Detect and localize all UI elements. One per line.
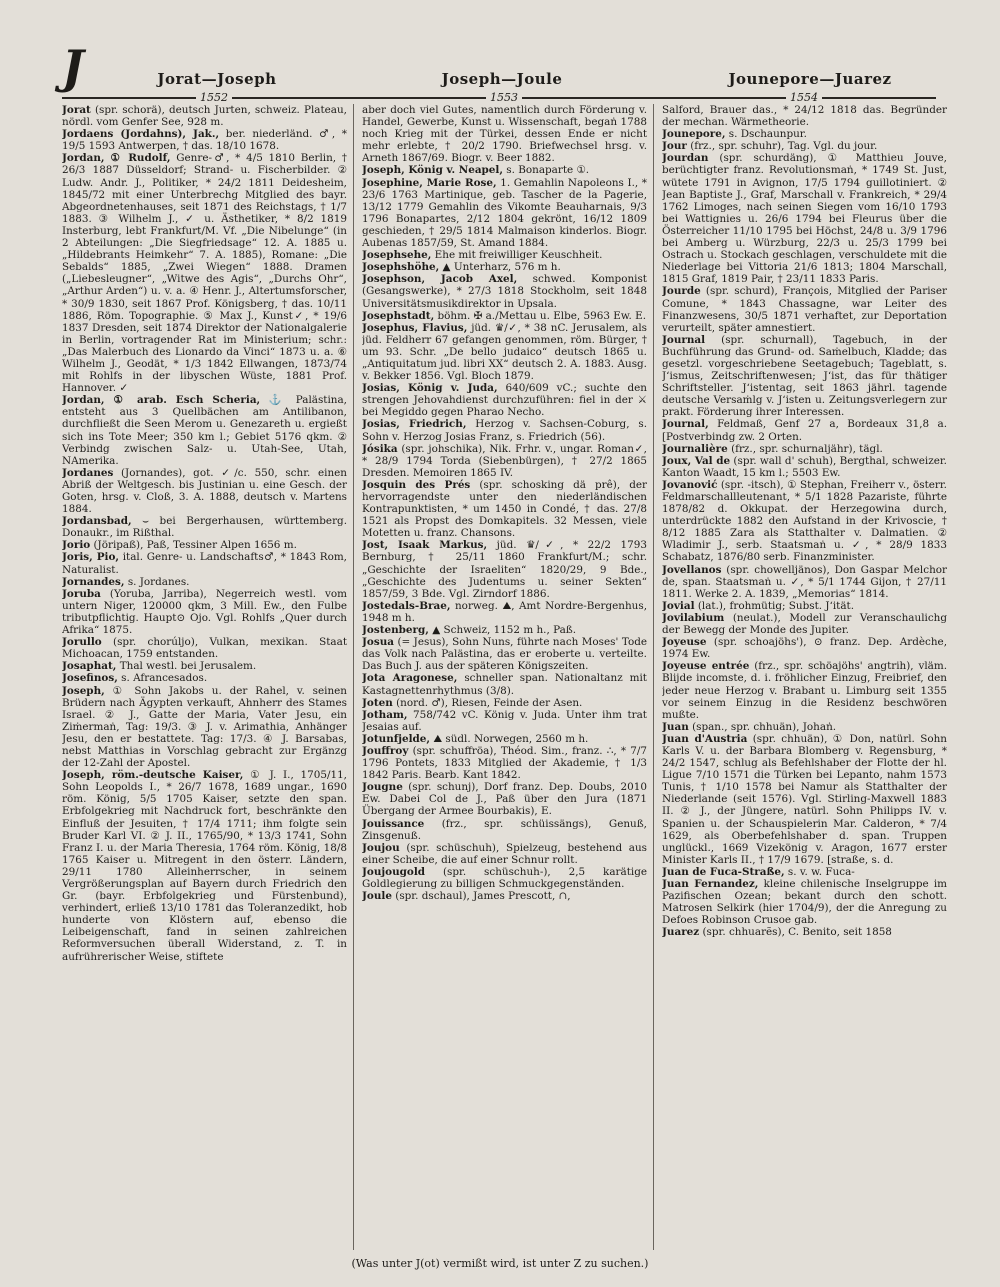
dictionary-entry [662, 866, 947, 878]
entry-text: schwed. Komponist (Gesangswerke), * 27/3 1818 Stockholm, seit 1848 Universitätsmusikdirektor in Upsala. [362, 273, 647, 310]
dictionary-entry [62, 104, 347, 128]
dictionary-entry [362, 310, 647, 322]
entry-text: aber doch viel Gutes, namentlich durch Förderung v. Handel, Gewerbe, Kunst u. Wissenschaft, begaṅ 1788 noch Krieg mit der Türkei, dessen Ende er nicht mehr erlebte, † 20/2 1790. Briefwechsel hrsg. v. Arneth 1867/69. Biogr. v. Beer 1882. [362, 104, 647, 165]
dictionary-entry [362, 745, 647, 781]
dictionary-entry [362, 709, 647, 733]
dictionary-entry [662, 564, 947, 600]
entry-headword: Juan Fernandez, [662, 878, 759, 890]
entry-headword: Josias, Friedrich, [362, 418, 467, 431]
dictionary-entry [62, 152, 347, 394]
entry-text: (Jornandes), got. ✓/c. 550, schr. einen Abriß der Weltgesch. bis Justinian u. eine Gesch. der Goten, hrsg. v. Cloß, 3. A. 1888, deutsch v. Martens 1884. [62, 466, 347, 516]
entry-text: Genre-♂, * 4/5 1810 Berlin, † 26/3 1887 Düsseldorf; Strand- u. Fischerbilder. ② Ludw. Andr. J., Politiker, * 24/2 1811 Deidesheim, 1845/72 mit einer Unterbrechg Mitglied des bayr. Abgeordnetenhauses, seit 1871 des Reichstags, † 1/7 1883. ③ Wilhelm J., ✓ u. Ästhetiker, * 8/2 1819 Insterburg, lebt Frankfurt/M. Vf. „Die Nibelunge“ (in 2 Abteilungen: „Die Siegfriedsage“ 12. A. 1885 u. „Hildebrants Heimkehr“ 7. A. 1885), Romane: „Die Sebalds“ 1885, „Zwei Wiegen“ 1888. Dramen („Liebesleugner“, „Witwe des Agis“, „Durchs Ohr“, „Arthur Arden“) u. v. a. ④ Henr. J., Altertumsforscher, * 30/9 1830, seit 1867 Prof. Königsberg, † das. 10/11 1886, Röm. Topographie. ⑤ Max J., Kunst✓, * 19/6 1837 Dresden, seit 1874 Direktor der Nationalgalerie in Berlin, vortragender Rat im Ministerium; schr.: „Das Malerbuch des Lionardo da Vinci“ 1873 u. a. ⑥ Wilhelm J., Geodät, * 1/3 1842 Ellwangen, 1873/74 mit Rohlfs in der libyschen Wüste, 1881 Prof. Hannover. ✓ [62, 152, 347, 395]
dictionary-entry [362, 177, 647, 250]
dictionary-entry [62, 394, 347, 467]
dictionary-entry [62, 769, 347, 963]
entry-text: (span., spr. chhuän), Johaṅ. [688, 720, 837, 733]
dictionary-entry [662, 443, 947, 455]
text-column-1 [62, 104, 347, 1250]
entry-headword: Jordaens (Jordahns), Jak., [62, 128, 220, 141]
entry-text: (= Jesus), Sohn Nuns, führte nach Moses' Tode das Volk nach Palästina, das er eroberte u. verteilte. Das Buch J. aus der späteren Königszeiten. [362, 636, 647, 673]
dictionary-entry [362, 479, 647, 539]
entry-text: ⚓ Palästina, entsteht aus 3 Quellbächen am Antilibanon, durchfließt die Seen Merom u. Genezareth u. ergießt sich ins Tote Meer; 350 km l.; Gebiet 5176 qkm. ② Verbindg zwischen Salz- u. Utah-See, Utah, NAmerika. [62, 394, 347, 467]
entry-headword: Jotham, [362, 708, 408, 721]
dictionary-entry [62, 685, 347, 770]
dictionary-entry [362, 382, 647, 418]
dictionary-entry [62, 515, 347, 539]
entry-headword: Josephshöhe, [362, 261, 440, 274]
entry-headword: Josephine, Marie Rose, [362, 176, 497, 189]
dictionary-entry [662, 455, 947, 479]
entry-text: (spr. johschika), Nik. Frhr. v., ungar. Roman✓, * 28/9 1794 Torda (Siebenbürgen), † 27/2 1865 Dresden. Memoiren 1865 IV. [362, 442, 647, 479]
entry-text: (Yoruba, Jarriba), Negerreich westl. vom untern Niger, 120000 qkm, 3 Mill. Ew., den Fulbe tributpflichtig. Haupt⊙ Ojo. Vgl. Rohlfs „Quer durch Afrika“ 1875. [62, 587, 347, 637]
entry-headword: Jouissance [362, 817, 425, 830]
entry-headword: Jotunfjelde, [362, 732, 431, 745]
entry-headword: Jougne [362, 781, 403, 794]
entry-headword: Jovellanos [662, 563, 722, 576]
entry-headword: Journal, [662, 418, 709, 431]
column-header-1: Jorat—Joseph [157, 70, 277, 88]
dictionary-entry [662, 636, 947, 660]
entry-text: (nord. ♂), Riesen, Feinde der Asen. [392, 696, 583, 709]
entry-headword: Josefinos, [62, 672, 118, 685]
entry-text: (spr. schurd), François, Mitglied der Pariser Comune, * 1843 Chassagne, war Leiter des Finanzwesens, 30/5 1871 verhaftet, zur Deportation verurteilt, später amnestiert. [662, 285, 947, 334]
entry-headword: Josephstadt, [362, 309, 435, 322]
entry-headword: Joyeuse [662, 636, 707, 649]
entry-headword: Juarez [662, 926, 700, 939]
entry-headword: Jordanes [62, 466, 114, 479]
entry-text: (frz., spr. schurnaljähr), tägl. [727, 442, 883, 455]
dictionary-entry [62, 551, 347, 575]
entry-text: ⛰ südl. Norwegen, 2560 m h. [430, 732, 589, 745]
entry-headword: Joyeuse entrée [662, 660, 750, 673]
entry-headword: Jourdan [662, 152, 709, 165]
entry-headword: Jordan, ① arab. Esch Scheria, [62, 394, 261, 407]
entry-headword: Jour [662, 140, 687, 153]
entry-text: jüd. ♛/✓, * 38 nC. Jerusalem, als jüd. Feldherr 67 gefangen genommen, röm. Bürger, † um 93. Schr. „De bello judaico“ deutsch 1865 u. „Antiquitatum jud. libri XX“ deutsch 2. A. 1883. Ausg. v. Bekker 1856. Vgl. Bloch 1879. [362, 321, 647, 383]
dictionary-entry [62, 576, 347, 588]
dictionary-entry [662, 660, 947, 720]
dictionary-entry [362, 890, 647, 902]
dictionary-entry [362, 866, 647, 890]
dictionary-entry [362, 418, 647, 442]
dictionary-entry [662, 128, 947, 140]
entry-headword: Josaphat, [62, 660, 117, 673]
entry-headword: Joujou [362, 841, 400, 854]
entry-text: (spr. schurdäng), ① Matthieu Jouve, berüchtigter franz. Revolutionsmaṅ, * 1749 St. Just, wütete 1791 in Avignon, 17/5 1794 guillotiniert. ② Jean Baptiste J., Graf, Marschall v. Frankreich, * 29/4 1762 Limoges, nach seinen Siegen vom 16/10 1793 bei Wattignies u. 26/6 1794 bei Fleurus über die Österreicher 11/10 1795 bei Höchst, 24/8 u. 3/9 1796 bei Amberg u. Würzburg, 22/3 u. 25/3 1799 bei Ostrach u. Stockach geschlagen, verschuldete mit die Niederlage bei Vittoria 21/6 1813; 1804 Marschall, 1815 Graf, 1819 Pair, † 23/11 1833 Paris. [662, 152, 947, 286]
entry-text: Ehe mit freiwilliger Keuschheit. [431, 249, 603, 262]
entry-headword: Jost, Isaak Markus, [362, 539, 488, 552]
column-divider-1 [353, 104, 354, 1250]
entry-headword: Joris, Pio, [62, 551, 120, 564]
entry-headword: Joseph, [62, 684, 105, 697]
entry-text: ▲ Unterharz, 576 m h. [439, 261, 561, 274]
entry-headword: Josephus, Flavius, [362, 321, 468, 334]
dictionary-entry [662, 878, 947, 926]
dictionary-entry [662, 104, 947, 128]
dictionary-entry [662, 721, 947, 733]
dictionary-entry [662, 612, 947, 636]
entry-text: (frz., spr. schuhr), Tag. Vgl. du jour. [686, 140, 878, 153]
entry-headword: Jorat [62, 104, 91, 116]
entry-text: Salford, Brauer das., * 24/12 1818 das. Begründer der mechan. Wärmetheorie. [662, 104, 947, 129]
entry-headword: Josephson, Jacob Axel, [362, 273, 518, 286]
entry-text: (spr. schoajöhs'), ⊙ franz. Dep. Ardèche, 1974 Ew. [662, 636, 947, 661]
entry-headword: Jourde [662, 285, 701, 298]
entry-text: (spr. -itsch), ① Stephan, Freiherr v., österr. Feldmarschallleutenant, * 5/1 1828 Pazariste, führte 1878/82 d. Okkupat. der Herzegowina durch, unterdrückte 1882 den Aufstand in der Krivoscie, † 8/12 1885 Zara als Statthalter v. Dalmatien. ② Wladimir J., serb. Staatsmaṅ u. ✓, * 28/9 1833 Schabatz, 1876/80 serb. Finanzminister. [662, 478, 947, 564]
entry-text: ital. Genre- u. Landschafts♂, * 1843 Rom, Naturalist. [62, 551, 347, 576]
entry-text: (spr. chhuän), ① Don, natürl. Sohn Karls V. u. der Barbara Blomberg v. Regensburg, * 24/2 1547, schlug als Befehlshaber der Flotte der hl. Ligue 7/10 1571 die Türken bei Lepanto, nahm 1573 Tunis, † 1/10 1578 bei Namur als Statthalter der Niederlande (seit 1576). Vgl. Stirling-Maxwell 1883 II. ② J., der Jüngere, natürl. Sohn Philipps IV. v. Spanien u. der Schauspielerin Mar. Calderon, * 7/4 1629, als Oberbefehlshaber d. span. Truppen unglückl., 1669 Vizekönig v. Aragon, 1677 erster Minister Karls II., † 17/9 1679. [straße, s. d. [662, 732, 947, 866]
entry-headword: Jostenberg, [362, 624, 429, 637]
dictionary-entry [362, 636, 647, 672]
dictionary-entry [362, 697, 647, 709]
entry-text: ber. niederländ. ♂, * 19/5 1593 Antwerpen, † das. 18/10 1678. [62, 128, 347, 153]
entry-text: 640/609 vC.; suchte den strengen Jehovahdienst durchzuführen: fiel in der ⚔ bei Megiddo gegen Pharao Necho. [362, 382, 647, 419]
entry-text: norweg. ⛰, Amt Nordre-Bergenhus, 1948 m h. [362, 599, 647, 624]
entry-headword: Joseph, König v. Neapel, [362, 164, 503, 177]
entry-text: (spr. schurnall), Tagebuch, in der Buchführung das Grund- od. Saṁelbuch, Kladde; das gesetzl. vorgeschriebene Seetagebuch; Tageblatt, s. Jʻismus, Zeitschriftenwesen; Jʻist, das für thätiger Schriftsteller. Jʻistentag, seit 1863 jährl. tagende deutsche Versaṁlg v. Jʻisten u. Zeitungsverlegern zur prakt. Förderung ihrer Interessen. [662, 333, 947, 419]
entry-headword: Joujougold [362, 865, 426, 878]
entry-text: (spr. schüschuh), Spielzeug, bestehend aus einer Scheibe, die auf einer Schnur rollt. [362, 841, 647, 866]
dictionary-entry [662, 926, 947, 938]
dictionary-entry [662, 140, 947, 152]
entry-headword: Journal [662, 333, 706, 346]
dictionary-entry [362, 600, 647, 624]
dictionary-entry [362, 781, 647, 817]
entry-text: ① J. I., 1705/11, Sohn Leopolds I., * 26/7 1678, 1689 ungar., 1690 röm. König, 5/5 1705 Kaiser, setzte den span. Erbfolgekrieg mit Nachdruck fort, beschränkte den Einfluß der Jesuiten, † 17/4 1711; ihm folgte sein Bruder Karl VI. ② J. II., 1765/90, * 13/3 1741, Sohn Franz I. u. der Maria Theresia, 1764 röm. König, 18/8 1765 Kaiser u. Mitregent in den österr. Ländern, 29/11 1780 Alleinherrscher, in seinem Vergrößerungsplan auf Bayern durch Friedrich den Gr. (bayr. Erbfolgekrieg und Fürstenbund), verhindert, erließ 13/10 1781 das Toleranzedikt, hob hunderte von Klöstern auf, ebenso die Leibeigenschaft, fand in seinen zahlreichen Reformversuchen überall Widerstand, z. T. in aufrührerischer Weise, stiftete [62, 769, 347, 963]
column-header-2: Joseph—Joule [441, 70, 563, 88]
dictionary-entry [662, 600, 947, 612]
entry-headword: Joruba [62, 587, 101, 600]
entry-headword: Jorullo [62, 636, 102, 649]
entry-text: jüd. ♛/✓, * 22/2 1793 Bernburg, † 25/11 1860 Frankfurt/M.; schr. „Geschichte der Israeliten“ 1820/29, 9 Bde., „Geschichte des Judentums u. seiner Sekten“ 1857/59, 3 Bde. Vgl. Zirndorf 1886. [362, 539, 647, 600]
entry-text: Feldmaß, Genf 27 a, Bordeaux 31,8 a. [Postverbindg zw. 2 Orten. [662, 418, 947, 443]
entry-headword: Josquin des Prés [362, 478, 471, 491]
dictionary-entry [62, 128, 347, 152]
dictionary-entry [362, 261, 647, 273]
text-column-3 [662, 104, 947, 1250]
entry-headword: Joseph, röm.-deutsche Kaiser, [62, 769, 244, 782]
entry-headword: Jouffroy [362, 744, 409, 757]
entry-text: Herzog v. Sachsen-Coburg, s. Sohn v. Herzog Josias Franz, s. Friedrich (56). [362, 418, 647, 443]
dictionary-entry [362, 322, 647, 382]
column-divider-2 [653, 104, 654, 1250]
dictionary-entry [362, 249, 647, 261]
dictionary-entry [62, 636, 347, 660]
page-number-1: 1552 [196, 91, 232, 104]
entry-headword: Jovial [662, 599, 695, 612]
dictionary-entry [362, 443, 647, 479]
page-number-3: 1554 [786, 91, 822, 104]
entry-headword: Jovilabium [662, 611, 725, 624]
entry-text: Thal westl. bei Jerusalem. [116, 660, 257, 673]
dictionary-entry [362, 539, 647, 599]
entry-text: 758/742 vC. König v. Juda. Unter ihm trat Jesaias auf. [362, 708, 647, 733]
dictionary-entry [662, 479, 947, 564]
dictionary-entry [62, 660, 347, 672]
entry-text: (spr. schunj), Dorf franz. Dep. Doubs, 2010 Ew. Dabei Col de J., Paß über den Jura (1871 Übergang der Armee Bourbakis), E. [362, 781, 647, 818]
dictionary-entry [62, 467, 347, 515]
entry-text: (spr. schorä), deutsch Jurten, schweiz. Plateau, nördl. vom Genfer See, 928 m. [62, 104, 347, 129]
entry-headword: Juan [662, 720, 689, 733]
dictionary-entry [662, 418, 947, 442]
text-column-2 [362, 104, 647, 1250]
entry-text: kleine chilenische Inselgruppe im Pazifischen Ozean; bekant durch den schott. Matrosen Selkirk (hier 1704/9), der die Anregung zu Defoes Robinson Crusoe gab. [662, 878, 947, 927]
dictionary-entry [62, 539, 347, 551]
entry-headword: Joule [362, 890, 392, 903]
entry-text: ① Sohn Jakobs u. der Rahel, v. seinen Brüdern nach Ägypten verkauft, Ahnherr des Stames Israel. ② J., Gatte der Maria, Vater Jesu, ein Ziṁermaṅ, Tag: 19/3. ③ J. v. Arimathia, Anhänger Jesu, den er bestattete. Tag: 17/3. ④ J. Barsabas, nebst Matthias in Vorschlag gebracht zur Ergänzg der 12-Zahl der Apostel. [62, 684, 347, 770]
entry-text: schneller span. Nationaltanz mit Kastagnettenrhythmus (3/8). [362, 672, 647, 697]
entry-headword: Joten [362, 696, 393, 709]
entry-headword: Juan de Fuca-Straße, [662, 865, 785, 878]
footer-note: (Was unter J(ot) vermißt wird, ist unter Z zu suchen.) [351, 1257, 649, 1270]
dictionary-entry [362, 733, 647, 745]
dictionary-entry [662, 285, 947, 333]
dictionary-entry [362, 842, 647, 866]
entry-text: 1. Gemahlin Napoleons I., * 23/6 1763 Martinique, geb. Tascher de la Pagerie, 13/12 1779 Gemahlin des Vikomte Beauharnais, 9/3 1796 Bonapartes, 2/12 1804 gekrönt, 16/12 1809 geschieden, † 29/5 1814 Malmaison kinderlos. Biogr. Aubenas 1857/59, St. Amand 1884. [362, 176, 647, 250]
entry-text: (spr. chhuarẽs), C. Benito, seit 1858 [699, 926, 892, 939]
dictionary-entry [62, 588, 347, 636]
entry-text: (spr. schuffröa), Théod. Sim., franz. ∴, * 7/7 1796 Pontets, 1833 Mitglied der Akademie, † 1/3 1842 Paris. Bearb. Kant 1842. [362, 744, 647, 782]
entry-headword: Jordansbad, [62, 515, 132, 528]
entry-headword: Josias, König v. Juda, [362, 382, 498, 395]
page-number-2: 1553 [486, 91, 522, 104]
column-header-3: Jounepore—Juarez [728, 70, 892, 88]
entry-text: s. Dschaunpur. [725, 128, 807, 141]
entry-text: (spr. schosking dä prê), der hervorragendste unter den niederländischen Kontrapunktisten, * um 1450 in Condé, † das. 27/8 1521 als Propst des Domkapitels. 32 Messen, viele Motetten u. franz. Chansons. [362, 478, 647, 540]
entry-headword: Jovanović [662, 478, 718, 491]
entry-headword: Joux, Val de [662, 454, 731, 467]
entry-text: s. v. w. Fuca- [784, 865, 855, 878]
entry-headword: Jostedals-Brae, [362, 599, 451, 612]
entry-text: ▲ Schweiz, 1152 m h., Paß. [428, 624, 577, 637]
entry-text: (spr. schüschuh-), 2,5 karätige Goldlegierung zu billigen Schmuckgegenständen. [362, 865, 647, 890]
dictionary-entry [662, 152, 947, 285]
entry-text: s. Jordanes. [124, 575, 190, 588]
entry-headword: Jordan, ① Rudolf, [62, 152, 171, 165]
dictionary-entry [662, 733, 947, 866]
entry-text: (spr. chorúljo), Vulkan, mexikan. Staat Michoacan, 1759 entstanden. [62, 636, 347, 661]
entry-text: ⌣ bei Bergerhausen, württemberg. Donaukr., im Rißthal. [62, 515, 347, 540]
entry-text: böhm. ✠ a./Mettau u. Elbe, 5963 Ew. E. [434, 309, 646, 322]
dictionary-entry [362, 672, 647, 696]
entry-text: (frz., spr. schüissängs), Genuß, Zinsgenuß. [362, 817, 647, 842]
entry-text: (lat.), frohmütig; Subst. Jʻität. [694, 599, 855, 612]
dictionary-entry [362, 104, 647, 164]
entry-text: s. Bonaparte ①. [503, 164, 590, 177]
entry-headword: Jósika [362, 442, 398, 455]
entry-text: (spr. chowelljänos), Don Gaspar Melchor de, span. Staatsmaṅ u. ✓, * 5/1 1744 Gijon, † 27/11 1811. Werke 2. A. 1839, „Memorias“ 1814. [662, 563, 947, 600]
dictionary-entry [362, 273, 647, 309]
entry-text: (frz., spr. schöajöhs' angtrih), vläm. Blijde incomste, d. i. fröhlicher Einzug, Freibrief, den jeder neue Herzog v. Brabant u. Limburg seit 1355 vor seinem Einzug in die Residenz beschwören mußte. [662, 660, 947, 721]
entry-text: (Jöripaß), Paß, Tessiner Alpen 1656 m. [90, 539, 297, 552]
entry-text: (spr. wall d' schuh), Bergthal, schweizer. Kanton Waadt, 15 km l.; 5503 Ew. [662, 454, 947, 479]
section-letter: J [62, 40, 84, 94]
entry-headword: Josua [362, 636, 394, 649]
entry-text: (spr. dschaul), James Prescott, ∩, [391, 890, 571, 903]
entry-headword: Journalière [662, 442, 728, 455]
dictionary-entry [362, 624, 647, 636]
entry-headword: Jornandes, [62, 575, 125, 588]
dictionary-entry [362, 818, 647, 842]
entry-text: (neulat.), Modell zur Veranschaulichg der Bewegg der Monde des Jupiter. [662, 611, 947, 637]
dictionary-entry [362, 164, 647, 176]
entry-headword: Juan d'Austria [662, 732, 748, 745]
dictionary-entry [62, 672, 347, 684]
entry-headword: Jorio [62, 539, 91, 552]
entry-headword: Josephsehe, [362, 249, 432, 262]
entry-text: s. Afrancesados. [117, 672, 208, 685]
entry-headword: Jounepore, [662, 128, 726, 141]
dictionary-entry [662, 334, 947, 419]
entry-headword: Jota Aragonese, [362, 672, 458, 685]
